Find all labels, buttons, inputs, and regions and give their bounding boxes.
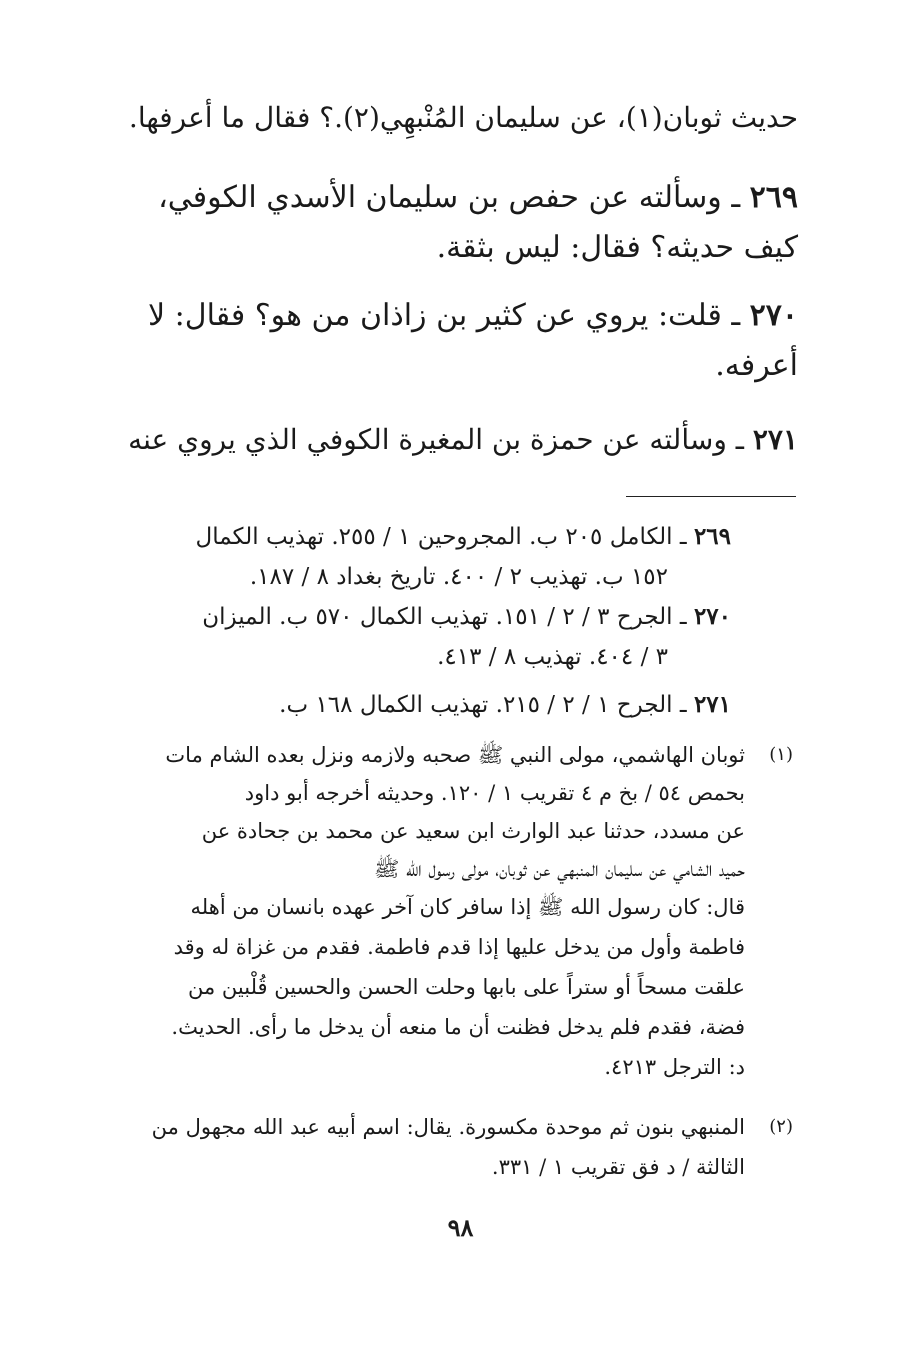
ref-number: ٢٧١ xyxy=(693,691,731,718)
entry-text: ـ قلت: يروي عن كثير بن زاذان من هو؟ فقال: لا xyxy=(148,298,741,333)
footnote-1-line: عن مسدد، حدثنا عبد الوارث ابن سعيد عن محمد بن جحادة عن xyxy=(201,819,745,843)
entry-number: ٢٧١ xyxy=(752,423,798,456)
footnote-1-line: بحمص ٥٤ / بخ م ٤ تقريب ١ / ١٢٠. وحديثه أخرجه أبو داود xyxy=(244,781,745,805)
ref-text: ـ الجرح ١ / ٢ / ٢١٥. تهذيب الكمال ١٦٨ ب. xyxy=(279,692,687,718)
ref-269-line1 xyxy=(196,520,731,554)
entry-270-line2: أعرفه. xyxy=(715,348,798,383)
ref-text: ـ الكامل ٢٠٥ ب. المجروحين ١ / ٢٥٥. تهذيب الكمال xyxy=(195,524,687,550)
entry-number: ٢٦٩ xyxy=(749,180,798,215)
ref-270-line2: ٣ / ٤٠٤. تهذيب ٨ / ٤١٣. xyxy=(437,644,668,670)
ref-number: ٢٦٩ xyxy=(693,523,731,550)
footnote-2-marker: (٢) xyxy=(769,1116,793,1137)
footnote-2-line: الثالثة / د فق تقريب ١ / ٣٣١. xyxy=(491,1155,745,1179)
footnote-separator xyxy=(626,496,796,497)
entry-text: ـ وسألته عن حمزة بن المغيرة الكوفي الذي يروي عنه xyxy=(128,423,744,456)
footnote-2-line: المنبهي بنون ثم موحدة مكسورة. يقال: اسم أبيه عبد الله مجهول من xyxy=(151,1115,745,1139)
entry-270-line1 xyxy=(128,296,798,336)
entry-number: ٢٧٠ xyxy=(749,298,798,333)
footnote-1-line: ثوبان الهاشمي، مولى النبي ﷺ صحبه ولازمه ونزل بعده الشام مات xyxy=(165,743,745,767)
footnote-1-line: د: الترجل ٤٢١٣. xyxy=(604,1055,745,1079)
ref-text: ـ الجرح ٣ / ٢ / ١٥١. تهذيب الكمال ٥٧٠ ب. الميزان xyxy=(202,604,687,630)
page-number: ٩٨ xyxy=(447,1213,474,1242)
ref-269-line2: ١٥٢ ب. تهذيب ٢ / ٤٠٠. تاريخ بغداد ٨ / ١٨٧. xyxy=(249,564,668,590)
entry-text: ـ وسألته عن حفص بن سليمان الأسدي الكوفي، xyxy=(158,180,741,215)
ref-270-line1 xyxy=(202,600,731,634)
footnote-1-line: علقت مسحاً أو ستراً على بابها وحلت الحسن والحسين قُلْبين من xyxy=(188,975,745,999)
footnote-1-line: فضة، فقدم فلم يدخل فظنت أن ما منعه أن يدخل ما رأى. الحديث. xyxy=(171,1015,745,1039)
ref-number: ٢٧٠ xyxy=(693,603,731,630)
footnote-1-line: حميد الشامي عن سليمان المنبهي عن ثوبان، مولى رسول الله ﷺ xyxy=(373,857,745,881)
footnote-1-line: قال: كان رسول الله ﷺ إذا سافر كان آخر عهده بانسان من أهله xyxy=(190,895,745,919)
entry-271-line1 xyxy=(128,420,798,460)
ref-271-line1 xyxy=(279,688,731,722)
entry-269-line1 xyxy=(128,178,798,218)
footnote-1-marker: (١) xyxy=(769,744,793,765)
entry-269-line2: كيف حديثه؟ فقال: ليس بثقة. xyxy=(436,230,798,265)
main-line: حديث ثوبان(١)، عن سليمان المُنْبهِي(٢).؟ فقال ما أعرفها. xyxy=(128,101,798,134)
footnote-1-line: فاطمة وأول من يدخل عليها إذا قدم فاطمة. فقدم من غزاة له وقد xyxy=(173,935,745,959)
